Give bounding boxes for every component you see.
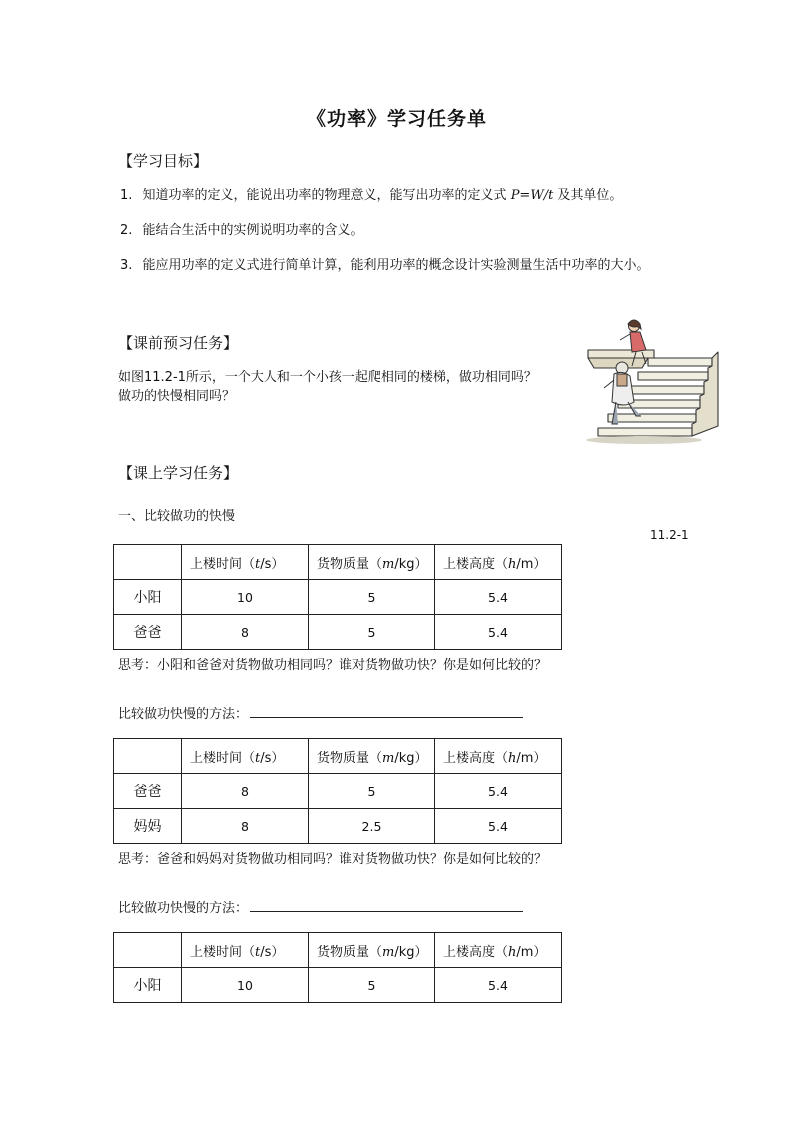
corner-cell bbox=[114, 933, 182, 968]
cell-time: 8 bbox=[182, 615, 309, 650]
table-header-row bbox=[114, 739, 562, 774]
cell-mass: 5 bbox=[309, 580, 435, 615]
row-name: 小阳 bbox=[114, 580, 182, 615]
cell-height: 5.4 bbox=[435, 774, 562, 809]
corner-cell bbox=[114, 545, 182, 580]
answer-blank-2[interactable] bbox=[250, 896, 523, 912]
comparison-table-1 bbox=[113, 544, 562, 650]
comparison-table-3 bbox=[113, 932, 562, 1003]
stairs-climbing-illustration bbox=[584, 316, 724, 466]
cell-time: 10 bbox=[182, 580, 309, 615]
header-height: 上楼高度（h/m） bbox=[435, 739, 562, 774]
header-time: 上楼时间（t/s） bbox=[182, 933, 309, 968]
header-time: 上楼时间（t/s） bbox=[182, 739, 309, 774]
objective-text: 知道功率的定义，能说出功率的物理意义，能写出功率的定义式 bbox=[142, 188, 511, 203]
row-name: 爸爸 bbox=[114, 615, 182, 650]
corner-cell bbox=[114, 739, 182, 774]
cell-height: 5.4 bbox=[435, 809, 562, 844]
section-1-title: 一、比较做功的快慢 bbox=[118, 509, 236, 524]
cell-mass: 5 bbox=[309, 615, 435, 650]
cell-height: 5.4 bbox=[435, 968, 562, 1003]
header-height: 上楼高度（h/m） bbox=[435, 545, 562, 580]
table-row bbox=[114, 580, 562, 615]
objective-number: 3. bbox=[120, 258, 133, 273]
objective-number: 2. bbox=[120, 223, 133, 238]
preview-question-line-2: 做功的快慢相同吗？ bbox=[118, 389, 236, 404]
preview-heading: 【课前预习任务】 bbox=[118, 334, 239, 352]
cell-time: 10 bbox=[182, 968, 309, 1003]
row-name: 妈妈 bbox=[114, 809, 182, 844]
method-label: 比较做功快慢的方法： bbox=[118, 901, 249, 916]
think-question-1: 思考：小阳和爸爸对货物做功相同吗？谁对货物做功快？你是如何比较的？ bbox=[118, 658, 548, 673]
method-label: 比较做功快慢的方法： bbox=[118, 707, 249, 722]
table-header-row bbox=[114, 545, 562, 580]
objective-item-2 bbox=[120, 221, 364, 241]
table-header-row bbox=[114, 933, 562, 968]
cell-height: 5.4 bbox=[435, 580, 562, 615]
table-row bbox=[114, 774, 562, 809]
objective-text: 能结合生活中的实例说明功率的含义。 bbox=[142, 223, 364, 238]
figure-label: 11.2-1 bbox=[650, 528, 689, 542]
header-mass: 货物质量（m/kg） bbox=[309, 545, 435, 580]
cell-height: 5.4 bbox=[435, 615, 562, 650]
power-formula: P=W/t bbox=[510, 188, 554, 203]
answer-blank-1[interactable] bbox=[250, 702, 523, 718]
objective-text-end: 及其单位。 bbox=[553, 188, 623, 203]
header-time: 上楼时间（t/s） bbox=[182, 545, 309, 580]
row-name: 小阳 bbox=[114, 968, 182, 1003]
objectives-heading: 【学习目标】 bbox=[118, 152, 209, 170]
table-row bbox=[114, 809, 562, 844]
method-line-1 bbox=[118, 702, 523, 725]
preview-question-line-1: 如图11.2-1所示，一个大人和一个小孩一起爬相同的楼梯，做功相同吗？ bbox=[118, 370, 537, 385]
cell-time: 8 bbox=[182, 774, 309, 809]
cell-mass: 2.5 bbox=[309, 809, 435, 844]
think-question-2: 思考：爸爸和妈妈对货物做功相同吗？谁对货物做功快？你是如何比较的？ bbox=[118, 852, 548, 867]
table-row bbox=[114, 615, 562, 650]
header-height: 上楼高度（h/m） bbox=[435, 933, 562, 968]
comparison-table-2 bbox=[113, 738, 562, 844]
cell-mass: 5 bbox=[309, 968, 435, 1003]
objective-number: 1. bbox=[120, 188, 133, 203]
objective-item-3 bbox=[120, 256, 650, 276]
inclass-heading: 【课上学习任务】 bbox=[118, 464, 239, 482]
objective-item-1 bbox=[120, 186, 622, 206]
cell-mass: 5 bbox=[309, 774, 435, 809]
table-row bbox=[114, 968, 562, 1003]
header-mass: 货物质量（m/kg） bbox=[309, 739, 435, 774]
header-mass: 货物质量（m/kg） bbox=[309, 933, 435, 968]
row-name: 爸爸 bbox=[114, 774, 182, 809]
cell-time: 8 bbox=[182, 809, 309, 844]
objective-text: 能应用功率的定义式进行简单计算，能利用功率的概念设计实验测量生活中功率的大小。 bbox=[142, 258, 650, 273]
page-title: 《功率》学习任务单 bbox=[306, 108, 487, 130]
method-line-2 bbox=[118, 896, 523, 919]
